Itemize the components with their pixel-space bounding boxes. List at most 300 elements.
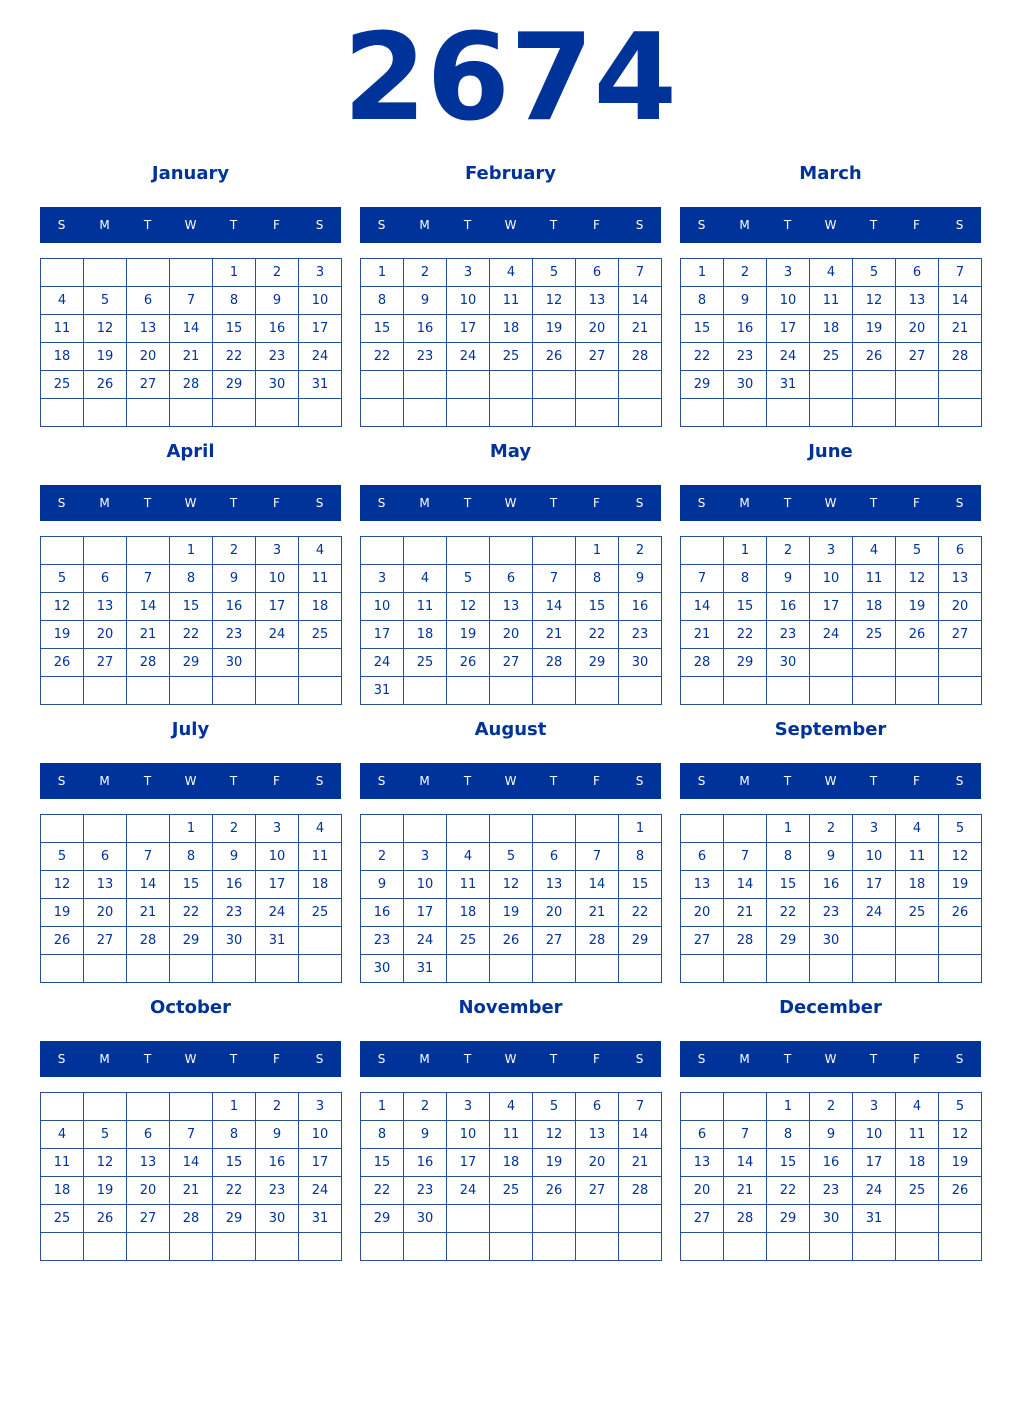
empty-cell [127,1093,169,1120]
day-cell: 20 [576,1149,618,1176]
empty-cell [170,1093,212,1120]
weekday-label: T [869,1052,878,1066]
day-cell: 15 [681,315,723,342]
weekday-label: S [697,774,706,788]
day-cell: 30 [810,1205,852,1232]
day-cell: 7 [724,843,766,870]
empty-cell [810,677,852,704]
day-cell: 3 [361,565,403,592]
empty-cell [533,371,575,398]
day-cell: 15 [767,871,809,898]
day-cell: 2 [404,259,446,286]
day-cell: 4 [490,259,532,286]
weekday-header [680,485,981,521]
day-cell: 12 [939,843,981,870]
empty-cell [576,371,618,398]
day-cell: 16 [256,1149,298,1176]
day-cell: 1 [170,815,212,842]
empty-cell [619,955,661,982]
day-cell: 18 [490,1149,532,1176]
day-cell: 1 [619,815,661,842]
day-cell: 26 [490,927,532,954]
empty-cell [490,1205,532,1232]
day-cell: 21 [533,621,575,648]
day-cell: 6 [681,843,723,870]
day-cell: 6 [533,843,575,870]
day-cell: 1 [576,537,618,564]
day-cell: 31 [361,677,403,704]
day-cell: 2 [810,815,852,842]
day-cell: 23 [256,1177,298,1204]
day-cell: 29 [767,927,809,954]
day-cell: 18 [810,315,852,342]
weekday-label: T [143,496,152,510]
day-grid [680,536,982,705]
day-cell: 6 [127,287,169,314]
day-cell: 23 [767,621,809,648]
weekday-label: M [739,774,750,788]
day-cell: 16 [361,899,403,926]
weekday-label: F [273,218,280,232]
empty-cell [490,537,532,564]
empty-cell [256,1233,298,1260]
day-cell: 17 [447,315,489,342]
empty-cell [170,1233,212,1260]
day-cell: 27 [681,927,723,954]
day-cell: 21 [724,899,766,926]
empty-cell [810,399,852,426]
day-cell: 15 [213,315,255,342]
day-cell: 30 [619,649,661,676]
day-grid [360,258,662,427]
day-cell: 12 [533,287,575,314]
empty-cell [447,537,489,564]
day-cell: 19 [490,899,532,926]
day-cell: 6 [576,259,618,286]
day-grid [360,814,662,983]
weekday-label: T [869,496,878,510]
day-cell: 18 [447,899,489,926]
empty-cell [84,259,126,286]
weekday-label: M [419,774,430,788]
empty-cell [170,955,212,982]
weekday-label: T [549,1052,558,1066]
day-cell: 5 [490,843,532,870]
empty-cell [939,677,981,704]
day-cell: 19 [939,871,981,898]
weekday-label: T [229,496,238,510]
day-cell: 13 [896,287,938,314]
day-cell: 22 [576,621,618,648]
weekday-label: T [143,1052,152,1066]
day-cell: 1 [681,259,723,286]
weekday-label: T [783,218,792,232]
empty-cell [853,927,895,954]
day-cell: 30 [361,955,403,982]
empty-cell [576,1233,618,1260]
day-cell: 27 [127,1205,169,1232]
day-cell: 25 [299,899,341,926]
empty-cell [299,927,341,954]
day-cell: 10 [810,565,852,592]
day-cell: 23 [213,899,255,926]
day-cell: 14 [170,1149,212,1176]
day-cell: 4 [810,259,852,286]
empty-cell [681,1233,723,1260]
day-cell: 3 [404,843,446,870]
day-cell: 16 [767,593,809,620]
empty-cell [84,399,126,426]
day-cell: 10 [256,843,298,870]
day-cell: 2 [256,259,298,286]
day-cell: 21 [170,1177,212,1204]
day-cell: 2 [213,537,255,564]
weekday-label: T [549,774,558,788]
weekday-label: M [419,1052,430,1066]
day-cell: 29 [170,649,212,676]
empty-cell [361,371,403,398]
day-cell: 31 [404,955,446,982]
day-cell: 9 [361,871,403,898]
day-cell: 18 [41,1177,83,1204]
empty-cell [576,677,618,704]
day-cell: 7 [170,1121,212,1148]
day-cell: 28 [939,343,981,370]
day-cell: 8 [767,1121,809,1148]
day-cell: 16 [810,1149,852,1176]
empty-cell [41,1233,83,1260]
weekday-label: F [593,1052,600,1066]
day-cell: 9 [767,565,809,592]
day-cell: 27 [576,343,618,370]
day-cell: 25 [490,1177,532,1204]
day-cell: 5 [533,259,575,286]
day-cell: 1 [213,259,255,286]
day-cell: 24 [404,927,446,954]
empty-cell [404,815,446,842]
weekday-header [680,1041,981,1077]
day-cell: 30 [404,1205,446,1232]
day-cell: 4 [853,537,895,564]
day-cell: 15 [170,593,212,620]
day-cell: 27 [681,1205,723,1232]
day-cell: 22 [213,343,255,370]
day-cell: 12 [490,871,532,898]
weekday-label: T [463,496,472,510]
day-cell: 1 [213,1093,255,1120]
empty-cell [576,955,618,982]
day-cell: 15 [724,593,766,620]
day-cell: 7 [127,843,169,870]
day-cell: 7 [939,259,981,286]
day-cell: 14 [939,287,981,314]
day-cell: 1 [170,537,212,564]
day-cell: 4 [41,1121,83,1148]
day-cell: 24 [256,899,298,926]
day-cell: 9 [619,565,661,592]
weekday-label: T [463,774,472,788]
day-cell: 14 [533,593,575,620]
empty-cell [724,399,766,426]
empty-cell [810,371,852,398]
day-cell: 13 [84,593,126,620]
day-cell: 3 [447,1093,489,1120]
empty-cell [619,677,661,704]
empty-cell [404,1233,446,1260]
day-cell: 14 [619,1121,661,1148]
day-cell: 11 [810,287,852,314]
empty-cell [361,399,403,426]
weekday-label: T [143,774,152,788]
weekday-label: M [739,496,750,510]
day-cell: 8 [767,843,809,870]
day-cell: 15 [767,1149,809,1176]
day-cell: 16 [404,315,446,342]
empty-cell [490,955,532,982]
empty-cell [490,399,532,426]
day-cell: 28 [619,343,661,370]
weekday-label: F [593,218,600,232]
day-cell: 2 [404,1093,446,1120]
day-cell: 14 [681,593,723,620]
empty-cell [939,1233,981,1260]
weekday-label: S [377,1052,386,1066]
day-cell: 15 [213,1149,255,1176]
day-cell: 10 [299,287,341,314]
day-cell: 11 [447,871,489,898]
empty-cell [853,677,895,704]
empty-cell [84,815,126,842]
weekday-label: F [273,496,280,510]
day-grid [680,258,982,427]
empty-cell [41,677,83,704]
day-cell: 31 [299,1205,341,1232]
day-cell: 29 [213,1205,255,1232]
day-cell: 29 [213,371,255,398]
day-cell: 27 [896,343,938,370]
day-cell: 24 [299,343,341,370]
day-cell: 19 [41,621,83,648]
day-grid [40,258,342,427]
weekday-header [360,485,661,521]
day-cell: 28 [576,927,618,954]
day-cell: 31 [853,1205,895,1232]
day-cell: 21 [619,315,661,342]
weekday-label: W [824,774,837,788]
day-cell: 13 [576,287,618,314]
empty-cell [447,1233,489,1260]
empty-cell [767,1233,809,1260]
day-cell: 9 [810,843,852,870]
day-cell: 11 [299,565,341,592]
day-cell: 9 [810,1121,852,1148]
day-cell: 4 [490,1093,532,1120]
day-cell: 27 [939,621,981,648]
weekday-label: W [504,218,517,232]
day-cell: 26 [41,649,83,676]
day-cell: 28 [170,371,212,398]
day-cell: 10 [361,593,403,620]
empty-cell [681,399,723,426]
day-cell: 18 [853,593,895,620]
day-cell: 23 [361,927,403,954]
day-cell: 2 [724,259,766,286]
day-cell: 6 [939,537,981,564]
empty-cell [447,399,489,426]
empty-cell [299,649,341,676]
empty-cell [576,399,618,426]
weekday-label: T [229,1052,238,1066]
day-cell: 23 [619,621,661,648]
empty-cell [896,1233,938,1260]
day-cell: 2 [213,815,255,842]
empty-cell [404,677,446,704]
weekday-label: M [739,1052,750,1066]
empty-cell [533,399,575,426]
day-cell: 20 [681,1177,723,1204]
day-cell: 5 [84,1121,126,1148]
day-cell: 9 [256,1121,298,1148]
empty-cell [724,1093,766,1120]
empty-cell [490,1233,532,1260]
day-cell: 17 [810,593,852,620]
day-cell: 26 [447,649,489,676]
weekday-label: S [635,774,644,788]
day-cell: 25 [299,621,341,648]
day-cell: 2 [767,537,809,564]
empty-cell [127,677,169,704]
empty-cell [533,955,575,982]
day-cell: 17 [256,593,298,620]
day-cell: 6 [681,1121,723,1148]
day-cell: 28 [170,1205,212,1232]
day-grid [360,1092,662,1261]
empty-cell [256,649,298,676]
day-cell: 8 [361,1121,403,1148]
day-cell: 17 [361,621,403,648]
day-cell: 10 [447,287,489,314]
empty-cell [896,677,938,704]
day-cell: 21 [619,1149,661,1176]
day-cell: 25 [896,899,938,926]
day-cell: 5 [939,1093,981,1120]
weekday-label: F [273,774,280,788]
day-cell: 8 [170,565,212,592]
weekday-label: W [184,774,197,788]
empty-cell [681,537,723,564]
empty-cell [533,677,575,704]
day-cell: 30 [256,1205,298,1232]
weekday-label: S [377,774,386,788]
day-cell: 19 [533,1149,575,1176]
day-cell: 22 [619,899,661,926]
empty-cell [853,371,895,398]
empty-cell [939,955,981,982]
day-grid [680,1092,982,1261]
day-cell: 8 [361,287,403,314]
weekday-label: S [955,774,964,788]
empty-cell [896,399,938,426]
day-cell: 25 [896,1177,938,1204]
day-cell: 26 [939,899,981,926]
day-cell: 16 [619,593,661,620]
day-cell: 9 [404,1121,446,1148]
weekday-label: T [549,496,558,510]
day-cell: 7 [681,565,723,592]
empty-cell [213,677,255,704]
empty-cell [256,399,298,426]
weekday-header [40,207,341,243]
day-cell: 12 [853,287,895,314]
day-cell: 22 [170,899,212,926]
empty-cell [490,815,532,842]
day-cell: 8 [213,287,255,314]
weekday-label: F [913,774,920,788]
empty-cell [84,537,126,564]
weekday-label: S [955,496,964,510]
day-cell: 16 [810,871,852,898]
day-cell: 20 [127,343,169,370]
empty-cell [681,955,723,982]
day-cell: 29 [361,1205,403,1232]
weekday-label: S [315,774,324,788]
day-cell: 3 [447,259,489,286]
day-cell: 22 [724,621,766,648]
day-cell: 22 [170,621,212,648]
day-cell: 27 [84,649,126,676]
day-cell: 9 [256,287,298,314]
empty-cell [213,399,255,426]
day-cell: 24 [853,899,895,926]
empty-cell [361,1233,403,1260]
empty-cell [533,537,575,564]
weekday-label: S [635,1052,644,1066]
day-grid [360,536,662,705]
empty-cell [41,259,83,286]
day-cell: 7 [576,843,618,870]
day-cell: 25 [41,1205,83,1232]
weekday-header [360,1041,661,1077]
day-cell: 9 [213,843,255,870]
day-cell: 24 [256,621,298,648]
day-cell: 13 [533,871,575,898]
day-cell: 15 [361,315,403,342]
day-cell: 8 [170,843,212,870]
day-cell: 18 [896,1149,938,1176]
day-cell: 18 [490,315,532,342]
empty-cell [447,677,489,704]
day-cell: 28 [127,927,169,954]
day-cell: 27 [84,927,126,954]
day-cell: 11 [853,565,895,592]
day-cell: 9 [404,287,446,314]
empty-cell [299,677,341,704]
day-cell: 26 [533,1177,575,1204]
weekday-label: F [273,1052,280,1066]
day-cell: 14 [127,871,169,898]
empty-cell [896,955,938,982]
day-cell: 10 [256,565,298,592]
day-cell: 2 [361,843,403,870]
day-cell: 21 [724,1177,766,1204]
weekday-label: T [229,218,238,232]
day-cell: 25 [810,343,852,370]
weekday-label: T [783,1052,792,1066]
month-name: July [171,719,210,740]
day-cell: 17 [447,1149,489,1176]
month-name: September [774,719,887,740]
empty-cell [41,815,83,842]
